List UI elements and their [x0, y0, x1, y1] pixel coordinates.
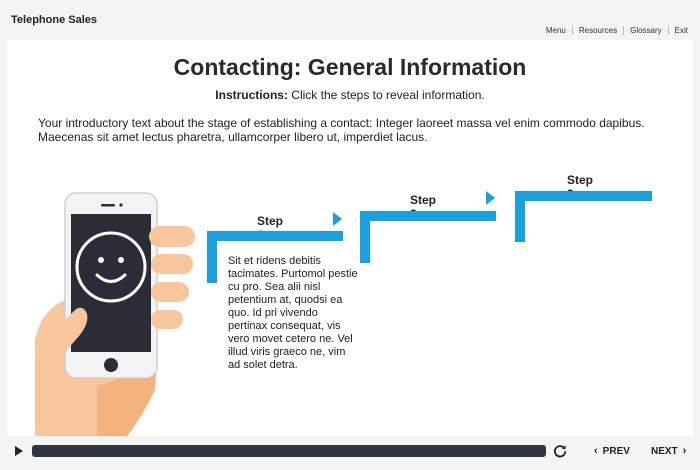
- instructions-text: Click the steps to reveal information.: [287, 88, 485, 102]
- glossary-link[interactable]: Glossary: [630, 26, 662, 35]
- course-title: Telephone Sales: [11, 14, 97, 26]
- step-3-label[interactable]: Step: [567, 173, 594, 187]
- step-3-bar[interactable]: [515, 191, 652, 201]
- next-button[interactable]: [651, 445, 686, 457]
- top-bar: [0, 0, 700, 40]
- phone-home-button: [104, 358, 118, 372]
- hand-finger: [151, 254, 193, 274]
- prev-button[interactable]: [594, 445, 630, 457]
- step-1-bar[interactable]: [207, 231, 343, 241]
- step-1-content: Sit et ridens debitis tacimates. Purtomol pestie cu pro. Sea alii nisl petentium at, quodsi ea quo. Id pri vivendo pertinax consequat, vis vero movet cetero ne. Vel illud viris graeco ne, vim ad solet detra.: [228, 255, 358, 371]
- instructions-label: Instructions:: [215, 88, 288, 102]
- next-label: NEXT: [651, 445, 678, 457]
- menu-link[interactable]: Menu: [545, 26, 566, 35]
- intro-text: Your introductory text about the stage of establishing a contact: Integer laoreet massa vel enim commodo dapibus. Maecenas sit amet lectus pharetra, ullamcorper libero ut, imperdiet lacus.: [38, 116, 645, 144]
- step-2-label[interactable]: Step: [410, 193, 437, 207]
- top-navigation: [540, 26, 688, 35]
- smiley-eye-right: [118, 257, 124, 263]
- chevron-left-icon: ‹: [594, 445, 598, 457]
- step-3-bracket[interactable]: [515, 191, 525, 242]
- instructions: [7, 88, 693, 102]
- play-icon[interactable]: [15, 446, 23, 456]
- smiley-eye-left: [98, 257, 104, 263]
- step-2-bar[interactable]: [360, 211, 496, 221]
- phone-speaker: [101, 204, 115, 207]
- phone-hand-illustration: [35, 190, 195, 436]
- hand-finger: [151, 282, 189, 302]
- phone-camera: [119, 203, 122, 206]
- player-bar: [0, 436, 700, 470]
- hand-finger: [151, 310, 183, 329]
- slide-content: [7, 40, 693, 436]
- prev-label: PREV: [602, 445, 630, 457]
- exit-link[interactable]: Exit: [674, 26, 688, 35]
- step-1-label[interactable]: Step: [257, 214, 284, 228]
- slide-title: Contacting: General Information: [173, 54, 527, 80]
- step-1-bracket[interactable]: [207, 231, 217, 283]
- hand-finger: [149, 226, 195, 247]
- chevron-right-icon: ›: [682, 445, 687, 457]
- step-2-arrow-icon[interactable]: [486, 191, 495, 205]
- step-1-arrow-icon[interactable]: [333, 212, 342, 226]
- seek-bar[interactable]: [32, 445, 546, 457]
- replay-icon[interactable]: [552, 443, 568, 459]
- resources-link[interactable]: Resources: [578, 26, 618, 35]
- step-2-bracket[interactable]: [360, 211, 370, 263]
